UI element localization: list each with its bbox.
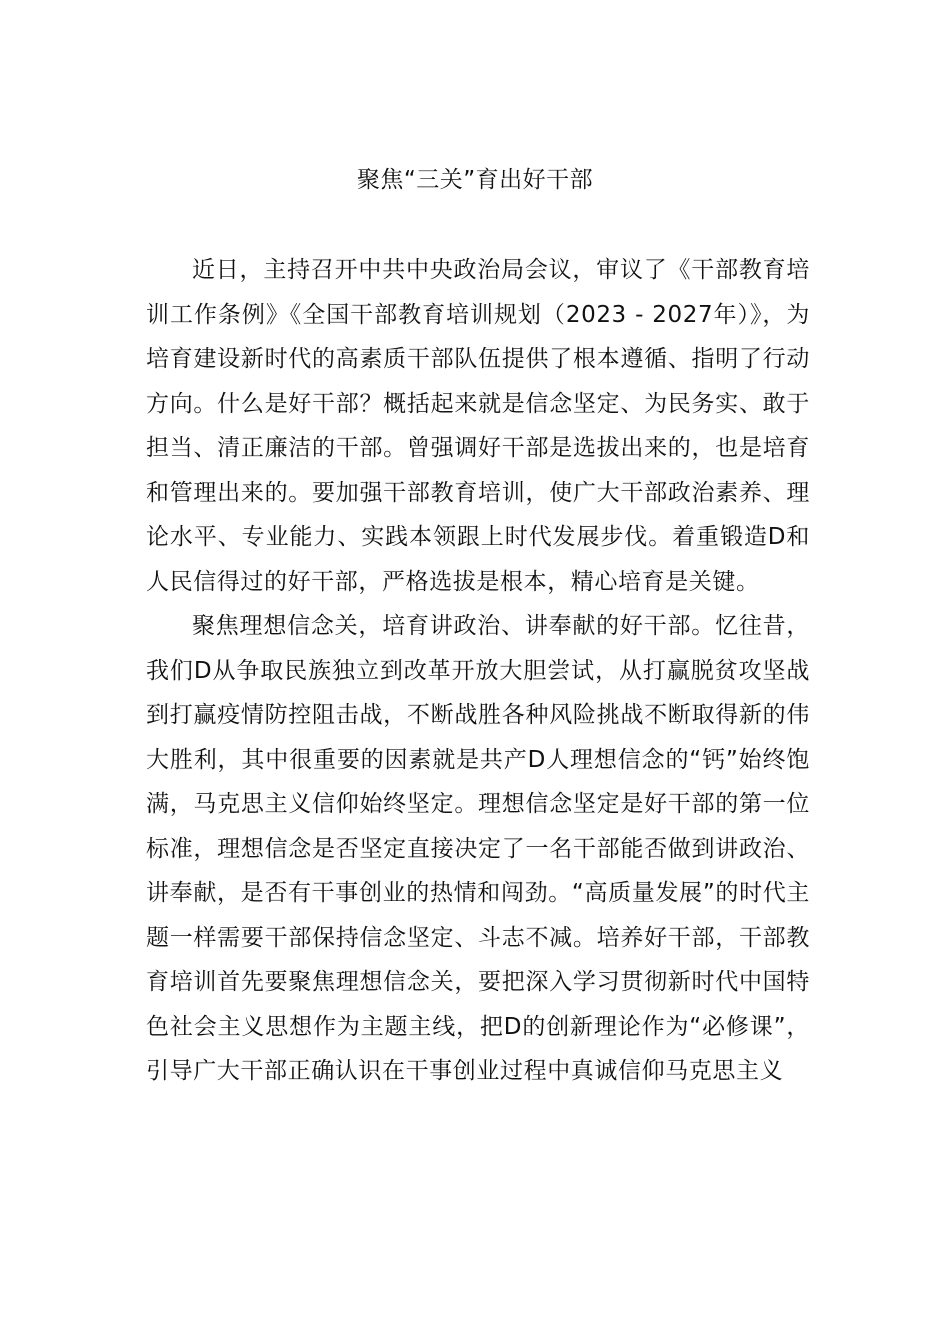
paragraph-ideals: 聚焦理想信念关，培育讲政治、讲奉献的好干部。忆往昔，我们D从争取民族独立到改革开放大胆尝试，从打赢脱贫攻坚战到打赢疫情防控阻击战，不断战胜各种风险挑战不断取得新的伟大胜利，其中很重要的因素就是共产D人理想信念的“钙”始终饱满，马克思主义信仰始终坚定。理想信念坚定是好干部的第一位标准，理想信念是否坚定直接决定了一名干部能否做到讲政治、讲奉献，是否有干事创业的热情和闯劲。“高质量发展”的时代主题一样需要干部保持信念坚定、斗志不减。培养好干部，干部教育培训首先要聚焦理想信念关，要把深入学习贯彻新时代中国特色社会主义思想作为主题主线，把D的创新理论作为“必修课”，引导广大干部正确认识在干事创业过程中真诚信仰马克思主义 [146, 613, 810, 1084]
document-body [146, 248, 810, 1094]
document-title: 聚焦“三关”育出好干部 [356, 167, 594, 193]
paragraph-intro: 近日，主持召开中共中央政治局会议，审议了《干部教育培训工作条例》《全国干部教育培训规划（2023 - 2027年）》，为培育建设新时代的高素质干部队伍提供了根本遵循、指明了行动方向。什么是好干部？概括起来就是信念坚定、为民务实、敢于担当、清正廉洁的干部。曾强调好干部是选拔出来的，也是培育和管理出来的。要加强干部教育培训，使广大干部政治素养、理论水平、专业能力、实践本领跟上时代发展步伐。着重锻造D和人民信得过的好干部，严格选拔是根本，精心培育是关键。 [146, 257, 810, 595]
